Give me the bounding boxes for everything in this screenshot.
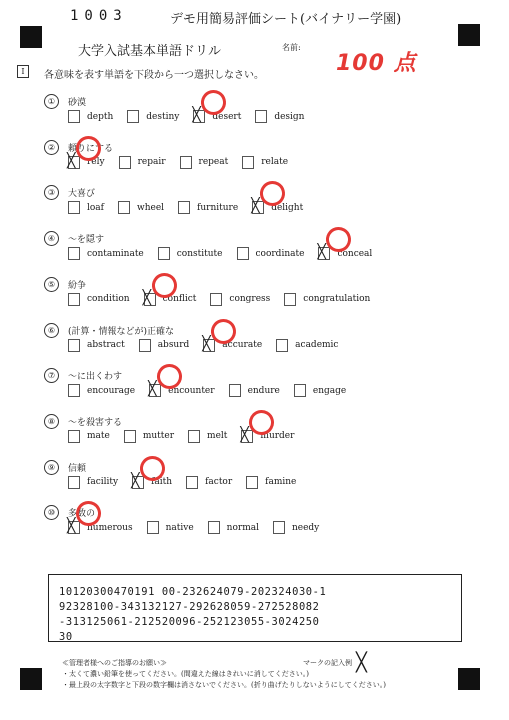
registration-mark-bottom-left bbox=[20, 668, 42, 690]
question-prompt: 大喜び bbox=[68, 189, 96, 200]
answer-option[interactable] bbox=[118, 201, 164, 214]
answer-checkbox[interactable] bbox=[188, 430, 200, 443]
notes-title: ≪管理者様へのご指導のお願い≫ bbox=[62, 659, 167, 667]
answer-option[interactable] bbox=[229, 384, 280, 397]
answer-option[interactable] bbox=[294, 384, 346, 397]
answer-checkbox[interactable] bbox=[68, 339, 80, 352]
question-number: ⑥ bbox=[44, 323, 59, 338]
answer-option[interactable] bbox=[210, 293, 270, 306]
question-prompt: ～を殺害する bbox=[68, 417, 123, 428]
answer-checkbox[interactable] bbox=[237, 247, 249, 260]
answer-option[interactable] bbox=[202, 335, 263, 352]
option-label: native bbox=[165, 522, 194, 533]
answer-checkbox[interactable] bbox=[68, 293, 80, 306]
answer-checkbox[interactable] bbox=[68, 247, 80, 260]
mark-example-symbol: ╳ bbox=[356, 652, 367, 673]
option-label: factor bbox=[205, 477, 233, 488]
option-label: desert bbox=[212, 111, 242, 122]
score: 100 点 bbox=[336, 51, 417, 76]
answer-checkbox[interactable] bbox=[124, 430, 136, 443]
option-label: accurate bbox=[222, 340, 263, 350]
answer-checkbox[interactable] bbox=[186, 476, 198, 489]
question-number: ⑨ bbox=[44, 460, 59, 475]
drill-title: 大学入試基本単語ドリル bbox=[78, 44, 222, 59]
question-number: ③ bbox=[44, 185, 59, 200]
option-label: condition bbox=[87, 294, 130, 305]
code-line: 92328100-343132127-292628059-272528082 bbox=[59, 601, 320, 613]
question-3 bbox=[0, 185, 509, 229]
question-prompt: ～に出くわす bbox=[68, 372, 123, 383]
question-prompt: 多数の bbox=[68, 509, 96, 520]
answer-checkbox[interactable] bbox=[68, 476, 80, 489]
option-label: melt bbox=[207, 431, 228, 442]
option-label: contaminate bbox=[87, 248, 144, 259]
answer-option[interactable] bbox=[188, 430, 227, 443]
question-number: ⑧ bbox=[44, 414, 59, 429]
option-label: encounter bbox=[168, 385, 215, 396]
option-label: mate bbox=[87, 431, 110, 442]
check-mark: ╳ bbox=[251, 198, 260, 215]
answer-option[interactable] bbox=[158, 247, 223, 260]
registration-mark-bottom-right bbox=[458, 668, 480, 690]
option-label: mutter bbox=[142, 431, 175, 442]
option-label: conceal bbox=[337, 248, 373, 259]
answer-option[interactable] bbox=[124, 430, 174, 443]
option-row bbox=[68, 289, 384, 306]
answer-checkbox[interactable] bbox=[255, 110, 267, 123]
answer-checkbox[interactable] bbox=[240, 426, 253, 443]
sheet-title: デモ用簡易評価シート(バイナリー学園) bbox=[170, 12, 402, 27]
answer-checkbox[interactable] bbox=[294, 384, 306, 397]
check-mark: ╳ bbox=[317, 244, 326, 261]
answer-checkbox[interactable] bbox=[67, 518, 80, 535]
option-label: repeat bbox=[198, 157, 229, 168]
sheet-number: 1003 bbox=[70, 8, 128, 24]
option-row bbox=[67, 152, 302, 169]
option-label: normal bbox=[226, 522, 259, 533]
instruction: 各意味を表す単語を下段から一つ選択しなさい。 bbox=[44, 70, 264, 81]
answer-checkbox[interactable] bbox=[180, 156, 192, 169]
answer-option[interactable] bbox=[127, 110, 179, 123]
answer-checkbox[interactable] bbox=[119, 156, 131, 169]
question-prompt: 頼りにする bbox=[68, 143, 114, 154]
option-row bbox=[67, 518, 333, 535]
option-label: design bbox=[274, 111, 305, 122]
question-1 bbox=[0, 94, 509, 138]
answer-option[interactable] bbox=[119, 156, 166, 169]
answer-checkbox[interactable] bbox=[242, 156, 254, 169]
answer-checkbox[interactable] bbox=[68, 430, 80, 443]
question-5 bbox=[0, 277, 509, 321]
check-mark: ╳ bbox=[131, 472, 140, 489]
answer-option[interactable] bbox=[273, 521, 319, 534]
question-prompt: ～を隠す bbox=[68, 235, 105, 246]
answer-option[interactable] bbox=[147, 521, 194, 534]
option-label: destiny bbox=[146, 111, 180, 122]
question-10 bbox=[0, 505, 509, 549]
answer-checkbox[interactable] bbox=[251, 198, 264, 215]
option-label: endure bbox=[247, 385, 280, 396]
answer-checkbox[interactable] bbox=[131, 472, 144, 489]
question-prompt: 信頼 bbox=[68, 463, 87, 474]
answer-checkbox[interactable] bbox=[147, 521, 159, 534]
answer-option[interactable] bbox=[242, 156, 288, 169]
name-label: 名前: bbox=[282, 43, 301, 52]
answer-option[interactable] bbox=[139, 339, 190, 352]
answer-checkbox[interactable] bbox=[276, 339, 288, 352]
check-mark: ╳ bbox=[240, 426, 249, 443]
answer-option[interactable] bbox=[68, 247, 144, 260]
option-label: congress bbox=[229, 294, 271, 305]
answer-checkbox[interactable] bbox=[208, 521, 220, 534]
option-label: repair bbox=[137, 157, 166, 168]
registration-mark-top-right bbox=[458, 24, 480, 46]
registration-mark-top-left bbox=[20, 26, 42, 48]
option-row bbox=[68, 426, 308, 443]
answer-checkbox[interactable] bbox=[229, 384, 241, 397]
answer-option[interactable] bbox=[246, 476, 296, 489]
option-label: academic bbox=[295, 340, 339, 350]
option-label: abstract bbox=[87, 340, 125, 350]
answer-checkbox[interactable] bbox=[317, 244, 330, 261]
section-marker: I bbox=[17, 65, 29, 78]
code-box bbox=[48, 574, 462, 642]
answer-option[interactable] bbox=[178, 201, 238, 214]
code-line: -313125061-212520096-252123055-3024250 bbox=[59, 616, 320, 628]
answer-option[interactable] bbox=[68, 110, 113, 123]
option-label: coordinate bbox=[255, 248, 305, 259]
answer-checkbox[interactable] bbox=[273, 521, 285, 534]
option-label: loaf bbox=[87, 202, 104, 213]
question-prompt: (計算・情報などが)正確な bbox=[68, 326, 175, 337]
question-number: ① bbox=[44, 94, 59, 109]
answer-option[interactable] bbox=[68, 293, 130, 306]
question-2 bbox=[0, 140, 509, 184]
option-row bbox=[68, 381, 360, 398]
answer-checkbox[interactable] bbox=[118, 201, 130, 214]
option-label: encourage bbox=[87, 385, 136, 396]
answer-checkbox[interactable] bbox=[148, 381, 161, 398]
answer-checkbox[interactable] bbox=[284, 293, 296, 306]
option-label: numerous bbox=[87, 522, 133, 533]
answer-checkbox[interactable] bbox=[67, 152, 80, 169]
question-prompt: 砂漠 bbox=[68, 98, 87, 108]
answer-checkbox[interactable] bbox=[139, 339, 151, 352]
question-prompt: 紛争 bbox=[68, 280, 87, 291]
option-label: facility bbox=[87, 477, 119, 488]
question-7 bbox=[0, 368, 509, 412]
answer-checkbox[interactable] bbox=[202, 335, 215, 352]
question-4 bbox=[0, 231, 509, 275]
option-label: needy bbox=[291, 522, 320, 533]
option-label: depth bbox=[87, 111, 114, 122]
answer-option[interactable] bbox=[68, 201, 104, 214]
answer-option[interactable] bbox=[180, 156, 229, 169]
check-mark: ╳ bbox=[67, 152, 76, 169]
answer-option[interactable] bbox=[67, 518, 133, 535]
answer-checkbox[interactable] bbox=[192, 107, 205, 123]
question-6 bbox=[0, 323, 509, 367]
option-label: wheel bbox=[137, 202, 165, 213]
option-label: absurd bbox=[157, 340, 190, 350]
answer-option[interactable] bbox=[148, 381, 215, 398]
notes-line: ・太くて濃い鉛筆を使ってください。(間違えた線はきれいに消してください。) bbox=[62, 670, 309, 678]
question-number: ② bbox=[44, 140, 59, 155]
answer-checkbox[interactable] bbox=[178, 201, 190, 214]
answer-checkbox[interactable] bbox=[142, 289, 156, 306]
question-number: ④ bbox=[44, 231, 59, 246]
answer-option[interactable] bbox=[186, 476, 232, 489]
check-mark: ╳ bbox=[142, 289, 152, 306]
code-line: 30 bbox=[59, 631, 73, 643]
option-label: furniture bbox=[197, 202, 239, 213]
answer-option[interactable] bbox=[284, 293, 370, 306]
answer-checkbox[interactable] bbox=[68, 384, 80, 397]
option-label: relate bbox=[261, 157, 289, 168]
option-label: engage bbox=[312, 385, 347, 396]
question-9 bbox=[0, 460, 509, 504]
question-number: ⑦ bbox=[44, 368, 59, 383]
option-label: rely bbox=[87, 157, 105, 168]
option-label: murder bbox=[260, 431, 295, 442]
answer-option[interactable] bbox=[68, 476, 118, 489]
option-label: conflict bbox=[162, 294, 197, 305]
answer-option[interactable] bbox=[68, 339, 125, 352]
question-8 bbox=[0, 414, 509, 458]
answer-option[interactable] bbox=[68, 430, 110, 443]
code-line: 10120300470191 00-232624079-202324030-1 bbox=[59, 586, 327, 598]
answer-checkbox[interactable] bbox=[68, 201, 80, 214]
answer-option[interactable] bbox=[276, 339, 338, 352]
question-number: ⑤ bbox=[44, 277, 59, 292]
check-mark: ╳ bbox=[148, 381, 157, 398]
answer-checkbox[interactable] bbox=[127, 110, 139, 123]
check-mark: ╳ bbox=[202, 335, 211, 352]
option-row bbox=[68, 107, 318, 123]
option-label: delight bbox=[271, 202, 304, 213]
answer-option[interactable] bbox=[255, 110, 304, 123]
option-label: congratulation bbox=[303, 294, 371, 305]
answer-checkbox[interactable] bbox=[68, 110, 80, 123]
answer-option[interactable] bbox=[208, 521, 259, 534]
question-number: ⑩ bbox=[44, 505, 59, 520]
answer-checkbox[interactable] bbox=[158, 247, 170, 260]
option-label: constitute bbox=[176, 248, 223, 259]
option-row bbox=[68, 335, 352, 352]
check-mark: ╳ bbox=[67, 518, 76, 535]
option-label: faith bbox=[151, 477, 173, 488]
check-mark: ╳ bbox=[192, 107, 201, 123]
answer-checkbox[interactable] bbox=[210, 293, 222, 306]
option-row bbox=[68, 472, 310, 489]
option-label: famine bbox=[265, 477, 297, 488]
answer-option[interactable] bbox=[68, 384, 135, 397]
answer-checkbox[interactable] bbox=[246, 476, 258, 489]
notes-line: ・最上段の太字数字と下段の数字欄は消さないでください。(折り曲げたりしないようにしてください。) bbox=[62, 681, 386, 689]
answer-option[interactable] bbox=[237, 247, 305, 260]
mark-example-label: マークの記入例 bbox=[303, 659, 352, 667]
